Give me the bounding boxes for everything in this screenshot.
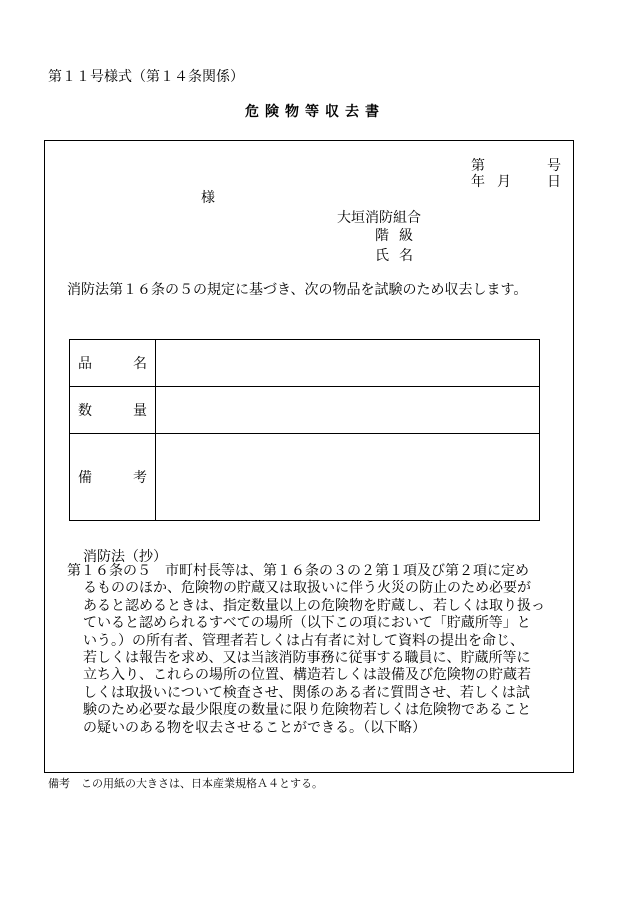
table-row-quantity xyxy=(70,387,540,434)
quantity-field[interactable] xyxy=(156,387,540,434)
table-row-item-name xyxy=(70,340,540,387)
item-table xyxy=(69,339,540,521)
issuer-name-label: 氏名 xyxy=(375,248,423,264)
doc-number-label: 第 xyxy=(471,158,485,174)
quantity-label xyxy=(70,387,156,434)
item-name-label xyxy=(70,340,156,387)
excerpt-body xyxy=(67,563,563,737)
form-frame xyxy=(44,140,574,773)
excerpt-heading: 消防法（抄） xyxy=(83,549,167,565)
table-row-notes xyxy=(70,434,540,521)
item-name-field[interactable] xyxy=(156,340,540,387)
excerpt-line: 若しくは報告を求め、又は当該消防事務に従事する職員に、貯蔵所等に xyxy=(83,650,531,667)
label-char: 名 xyxy=(133,356,147,372)
label-char: 考 xyxy=(133,470,147,486)
doc-number-suffix: 号 xyxy=(547,158,561,174)
excerpt-line: いう。）の所有者、管理者若しくは占有者に対して資料の提出を命じ、 xyxy=(83,632,524,649)
date-month-label: 月 xyxy=(497,174,511,190)
excerpt-line: の疑いのある物を収去させることができる。（以下略） xyxy=(83,719,426,736)
document-title: 危険物等収去書 xyxy=(245,104,385,120)
notice-text: 消防法第１６条の５の規定に基づき、次の物品を試験のため収去します。 xyxy=(67,282,528,298)
form-number: 第１１号様式（第１４条関係） xyxy=(48,69,244,85)
date-day-label: 日 xyxy=(547,174,561,190)
date-year-label: 年 xyxy=(471,174,485,190)
excerpt-line: ていると認められるすべての場所（以下この項において「貯蔵所等」と xyxy=(83,615,531,632)
issuer-organization: 大垣消防組合 xyxy=(337,210,421,226)
excerpt-line: 第１６条の５ 市町村長等は、第１６条の３の２第１項及び第２項に定め xyxy=(67,563,529,579)
excerpt-line: あると認めるときは、指定数量以上の危険物を貯蔵し、若しくは取り扱っ xyxy=(83,597,545,614)
issuer-rank-label: 階級 xyxy=(375,228,423,244)
label-char: 量 xyxy=(133,403,147,419)
label-char: 品 xyxy=(78,356,92,372)
notes-label xyxy=(70,434,156,521)
label-char: 数 xyxy=(78,403,92,419)
excerpt-line: るもののほか、危険物の貯蔵又は取扱いに伴う火災の防止のため必要が xyxy=(83,580,531,597)
label-char: 備 xyxy=(78,470,92,486)
excerpt-line: 験のため必要な最少限度の数量に限り危険物若しくは危険物であること xyxy=(83,702,531,719)
excerpt-line: しくは取扱いについて検査させ、関係のある者に質問させ、若しくは試 xyxy=(83,684,530,701)
addressee-suffix: 様 xyxy=(201,190,215,206)
excerpt-line: 立ち入り、これらの場所の位置、構造若しくは設備及び危険物の貯蔵若 xyxy=(83,667,531,684)
footer-remark: 備考 この用紙の大きさは、日本産業規格Ａ４とする。 xyxy=(48,777,323,790)
notes-field[interactable] xyxy=(156,434,540,521)
